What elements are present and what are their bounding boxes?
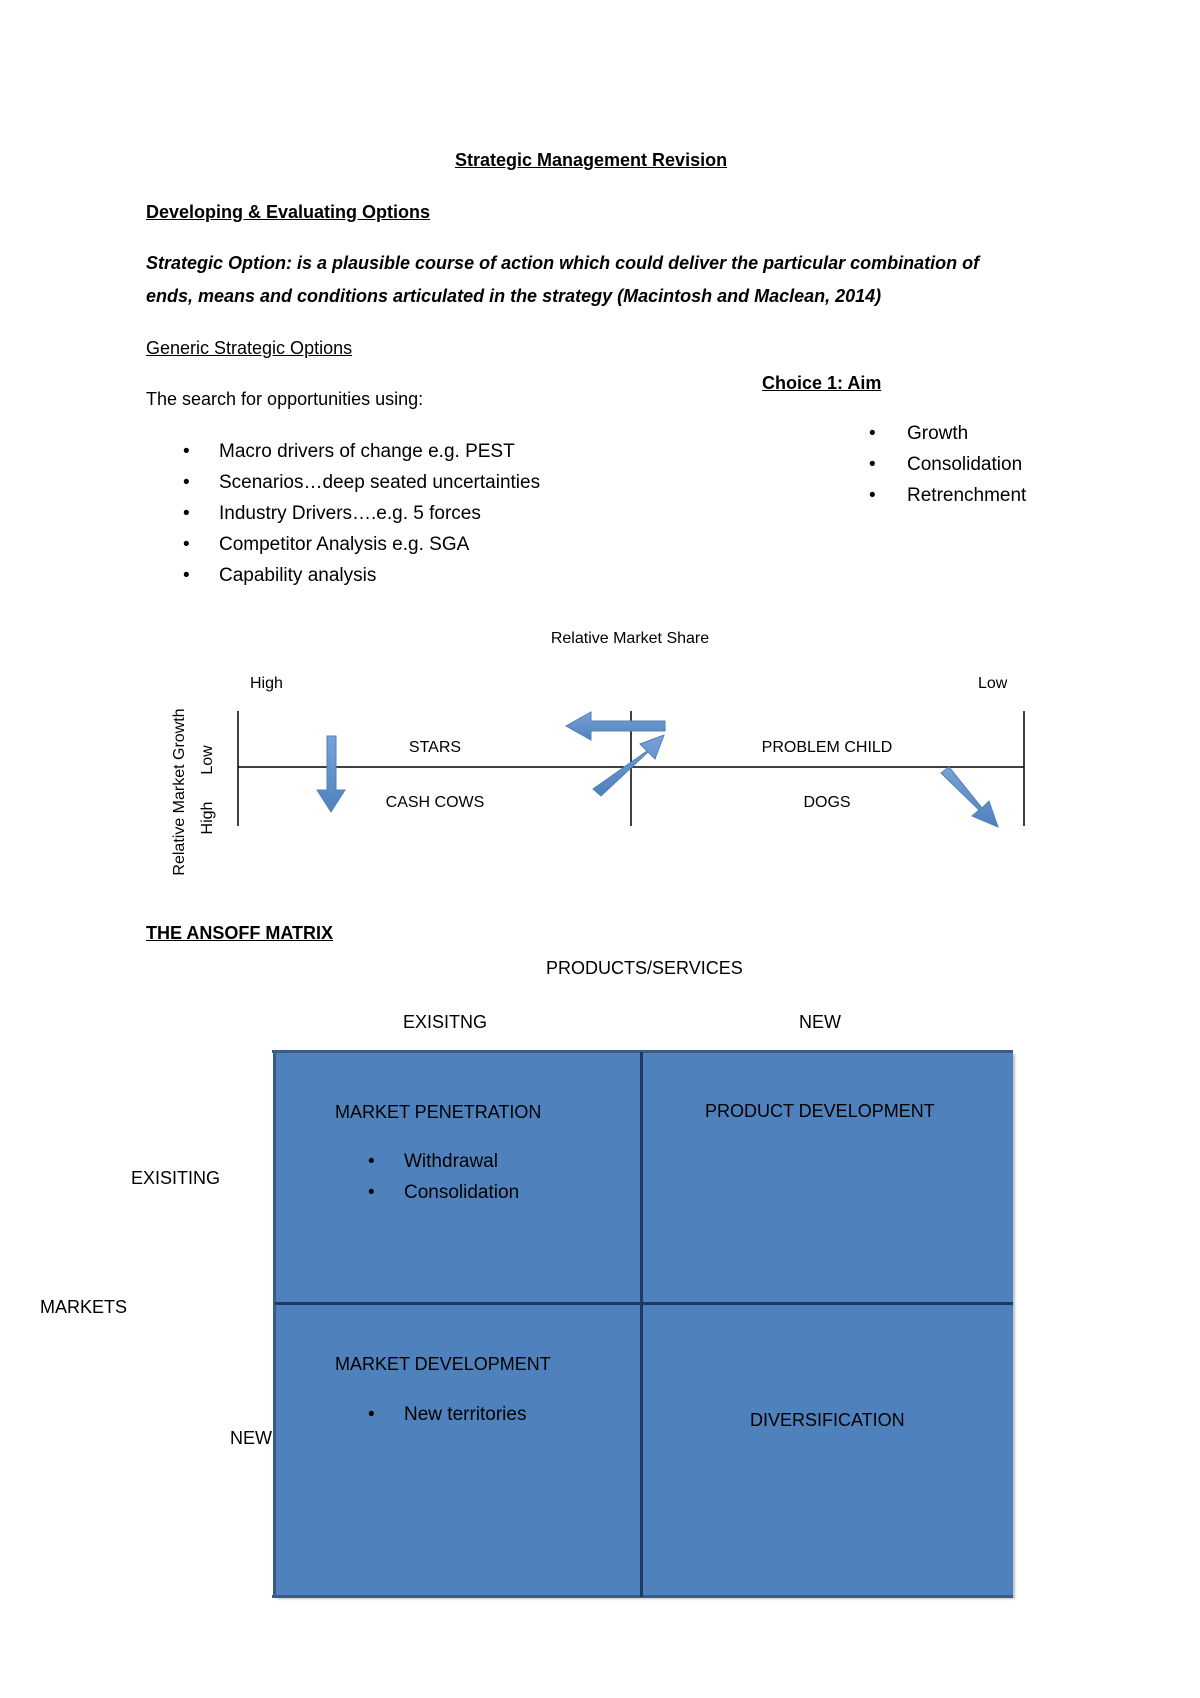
ansoff-top-label: PRODUCTS/SERVICES [546, 958, 743, 978]
page-title: Strategic Management Revision [455, 150, 728, 170]
bullet-icon: • [183, 503, 190, 524]
ansoff-col-new: NEW [799, 1012, 841, 1032]
bullet-icon: • [368, 1404, 375, 1425]
ansoff-matrix: MARKET PENETRATION • Withdrawal • Consolidation PRODUCT DEVELOPMENT MARKET DEVELOPMENT • New territories DIVERSIFICATION [275, 1052, 1013, 1597]
definition-line-1: Strategic Option: is a plausible course of action which could deliver the particular combination of [146, 253, 980, 273]
bcg-quadrant-problem-child: PROBLEM CHILD [761, 739, 893, 756]
bullet-icon: • [869, 485, 876, 506]
ansoff-heading: THE ANSOFF MATRIX [146, 923, 333, 943]
section-heading: Developing & Evaluating Options [146, 202, 431, 222]
bullet-icon: • [368, 1151, 375, 1172]
cell-product-development-title: PRODUCT DEVELOPMENT [705, 1101, 935, 1121]
ansoff-divider-horizontal [275, 1302, 1013, 1305]
ansoff-border-left [273, 1052, 276, 1597]
bcg-y-low: Low [199, 745, 216, 775]
ansoff-divider-vertical [640, 1052, 643, 1597]
ansoff-col-existing: EXISITNG [403, 1012, 488, 1032]
cell-market-penetration-title: MARKET PENETRATION [335, 1102, 542, 1122]
ansoff-row-existing: EXISITING [131, 1168, 221, 1188]
bcg-x-high: High [250, 675, 283, 692]
choice-heading: Choice 1: Aim [762, 373, 882, 393]
arrow-up-right-icon [593, 735, 664, 796]
ansoff-side-label: MARKETS [40, 1297, 128, 1317]
bcg-y-high: High [199, 801, 216, 835]
ansoff-row-new: NEW [230, 1428, 272, 1448]
definition-line-2: ends, means and conditions articulated in the strategy (Macintosh and Maclean, 2014) [146, 286, 882, 306]
bcg-quadrant-dogs: DOGS [803, 794, 851, 811]
bcg-x-low: Low [978, 675, 1008, 692]
bullet-icon: • [869, 423, 876, 444]
bullet-icon: • [183, 565, 190, 586]
bullet-icon: • [183, 472, 190, 493]
cell-market-development-title: MARKET DEVELOPMENT [335, 1354, 551, 1374]
bcg-quadrant-cash-cows: CASH COWS [385, 794, 485, 811]
bcg-y-title: Relative Market Growth [171, 708, 188, 876]
arrow-down-right-icon [941, 767, 998, 827]
bcg-quadrant-stars: STARS [408, 739, 462, 756]
cell-diversification-title: DIVERSIFICATION [750, 1410, 905, 1430]
bullet-icon: • [183, 441, 190, 462]
arrow-down-icon [317, 736, 345, 812]
generic-options-heading: Generic Strategic Options [146, 338, 353, 358]
bcg-x-title: Relative Market Share [550, 630, 710, 647]
bullet-icon: • [183, 534, 190, 555]
arrow-left-icon [566, 712, 665, 740]
search-intro: The search for opportunities using: [146, 389, 424, 409]
bullet-icon: • [869, 454, 876, 475]
bullet-icon: • [368, 1182, 375, 1203]
